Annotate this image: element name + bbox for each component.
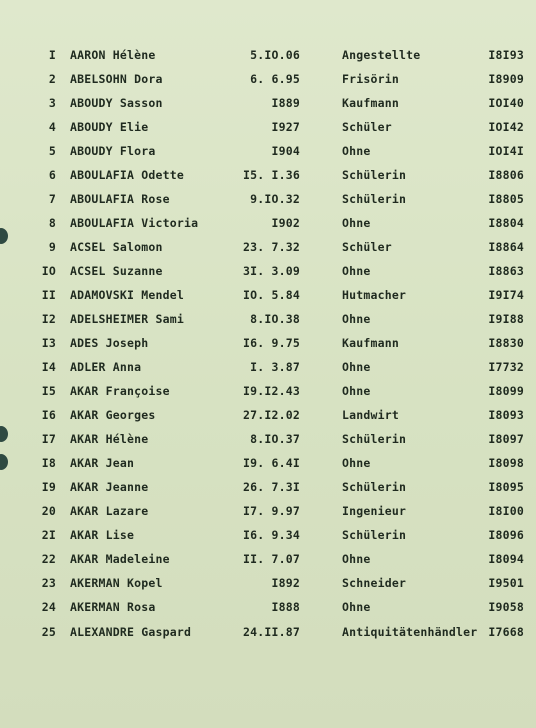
row-number: 7 [48,192,56,206]
record-id: I8099 [488,384,524,398]
birth-date: I892 [271,576,300,590]
row-number: I8 [41,456,56,470]
row-number: I9 [41,480,56,494]
person-name: AKAR Lazare [70,504,149,518]
birth-date: 26. 7.3I [243,480,300,494]
record-id: I9058 [488,600,524,614]
record-id: IOI40 [488,96,524,110]
person-name: ABOULAFIA Rose [70,192,170,206]
row-number: IO [41,264,56,278]
row-number: I5 [41,384,56,398]
person-name: AKAR Hélène [70,432,149,446]
person-name: ADES Joseph [70,336,149,350]
row-number: 2 [48,72,56,86]
list-item [0,625,536,649]
row-number: 25 [41,625,56,639]
person-name: ADAMOVSKI Mendel [70,288,184,302]
row-number: I2 [41,312,56,326]
occupation: Schneider [342,576,407,590]
occupation: Ohne [342,360,371,374]
occupation: Ohne [342,384,371,398]
list-item [0,552,536,576]
birth-date: I927 [271,120,300,134]
record-id: I8098 [488,456,524,470]
person-name: AARON Hélène [70,48,156,62]
person-name: AKAR Madeleine [70,552,170,566]
person-name: AKERMAN Kopel [70,576,163,590]
record-id: I9I74 [488,288,524,302]
record-id: I8094 [488,552,524,566]
row-number: 9 [48,240,56,254]
row-number: I6 [41,408,56,422]
birth-date: I6. 9.34 [243,528,300,542]
list-item [0,576,536,600]
birth-date: I902 [271,216,300,230]
birth-date: I889 [271,96,300,110]
person-name: AKAR Georges [70,408,156,422]
occupation: Landwirt [342,408,399,422]
record-id: IOI4I [488,144,524,158]
row-number: 4 [48,120,56,134]
row-number: 23 [41,576,56,590]
record-id: I8I00 [488,504,524,518]
list-item [0,384,536,408]
record-id: I8805 [488,192,524,206]
occupation: Schülerin [342,528,407,542]
record-id: I8864 [488,240,524,254]
occupation: Ohne [342,312,371,326]
occupation: Schülerin [342,480,407,494]
record-id: I8909 [488,72,524,86]
list-item [0,504,536,528]
person-name: ABOUDY Flora [70,144,156,158]
list-item [0,528,536,552]
row-number: 20 [41,504,56,518]
row-number: I7 [41,432,56,446]
birth-date: I9.I2.43 [243,384,300,398]
birth-date: 24.II.87 [243,625,300,639]
birth-date: 8.IO.37 [250,432,300,446]
record-id: I9I88 [488,312,524,326]
record-id: I8806 [488,168,524,182]
person-name: ABOUDY Elie [70,120,149,134]
row-number: 8 [48,216,56,230]
person-name: AKAR Françoise [70,384,170,398]
birth-date: II. 7.07 [243,552,300,566]
birth-date: I6. 9.75 [243,336,300,350]
occupation: Schülerin [342,432,407,446]
birth-date: 27.I2.02 [243,408,300,422]
row-number: 24 [41,600,56,614]
record-id: I7732 [488,360,524,374]
occupation: Schüler [342,120,392,134]
occupation: Schülerin [342,168,407,182]
birth-date: I. 3.87 [250,360,300,374]
occupation: Antiquitätenhändler [342,625,478,639]
list-item [0,264,536,288]
row-number: 3 [48,96,56,110]
occupation: Angestellte [342,48,421,62]
list-item [0,192,536,216]
occupation: Ingenieur [342,504,407,518]
list-item [0,288,536,312]
birth-date: I7. 9.97 [243,504,300,518]
row-number: 22 [41,552,56,566]
record-id: I8095 [488,480,524,494]
record-id: I8I93 [488,48,524,62]
person-name: ADLER Anna [70,360,142,374]
birth-date: I9. 6.4I [243,456,300,470]
list-item [0,96,536,120]
record-id: I9501 [488,576,524,590]
person-name: AKERMAN Rosa [70,600,156,614]
birth-date: 6. 6.95 [250,72,300,86]
list-item [0,456,536,480]
person-name: AKAR Jeanne [70,480,149,494]
occupation: Ohne [342,600,371,614]
occupation: Schülerin [342,192,407,206]
person-name: ABOUDY Sasson [70,96,163,110]
occupation: Ohne [342,216,371,230]
occupation: Ohne [342,456,371,470]
occupation: Hutmacher [342,288,407,302]
list-item [0,240,536,264]
row-number: 5 [48,144,56,158]
birth-date: 8.IO.38 [250,312,300,326]
row-number: 2I [41,528,56,542]
row-number: I4 [41,360,56,374]
list-item [0,144,536,168]
person-name: AKAR Lise [70,528,135,542]
row-number: I [48,48,56,62]
birth-date: 3I. 3.09 [243,264,300,278]
row-number: II [41,288,56,302]
person-name: AKAR Jean [70,456,135,470]
birth-date: 5.IO.06 [250,48,300,62]
birth-date: IO. 5.84 [243,288,300,302]
list-item [0,312,536,336]
list-item [0,480,536,504]
list-item [0,336,536,360]
occupation: Ohne [342,264,371,278]
record-id: IOI42 [488,120,524,134]
birth-date: I904 [271,144,300,158]
birth-date: 23. 7.32 [243,240,300,254]
occupation: Kaufmann [342,96,399,110]
person-name: ABELSOHN Dora [70,72,163,86]
list-item [0,120,536,144]
record-id: I8804 [488,216,524,230]
occupation: Frisörin [342,72,399,86]
occupation: Ohne [342,144,371,158]
list-item [0,216,536,240]
list-item [0,360,536,384]
list-item [0,600,536,624]
birth-date: I5. I.36 [243,168,300,182]
list-item [0,432,536,456]
occupation: Ohne [342,552,371,566]
record-id: I8097 [488,432,524,446]
record-id: I8830 [488,336,524,350]
person-name: ACSEL Suzanne [70,264,163,278]
record-id: I8093 [488,408,524,422]
person-name: ALEXANDRE Gaspard [70,625,192,639]
record-id: I7668 [488,625,524,639]
row-number: I3 [41,336,56,350]
occupation: Schüler [342,240,392,254]
person-name: ACSEL Salomon [70,240,163,254]
person-name: ABOULAFIA Odette [70,168,184,182]
row-number: 6 [48,168,56,182]
record-id: I8863 [488,264,524,278]
record-id: I8096 [488,528,524,542]
list-item [0,168,536,192]
person-name: ABOULAFIA Victoria [70,216,199,230]
birth-date: 9.IO.32 [250,192,300,206]
list-item [0,408,536,432]
occupation: Kaufmann [342,336,399,350]
birth-date: I888 [271,600,300,614]
list-item [0,48,536,72]
person-name: ADELSHEIMER Sami [70,312,184,326]
list-item [0,72,536,96]
